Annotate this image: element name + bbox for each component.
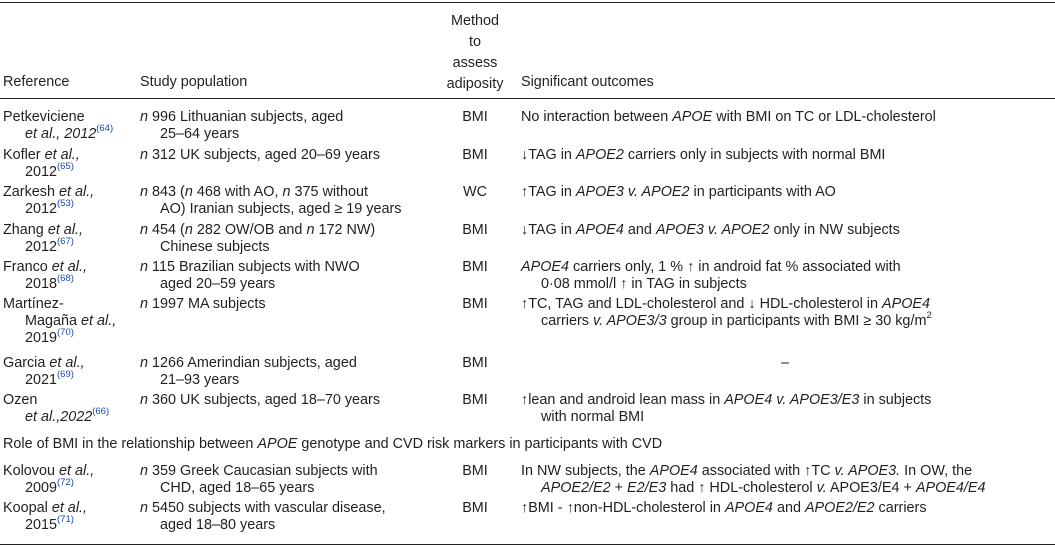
outcome-text: In OW, the	[904, 463, 973, 479]
section-heading	[3, 436, 662, 453]
row-method: BMI	[462, 147, 488, 163]
row-outcome	[521, 500, 927, 517]
ref-etal: et al.,	[81, 313, 117, 329]
n-label: n	[306, 222, 315, 238]
ref-author: Franco	[3, 259, 48, 275]
ref-year: 2018	[25, 276, 58, 292]
outcome-text: had ↑ HDL-cholesterol	[670, 480, 813, 496]
row-reference	[3, 355, 85, 389]
ref-etal: et al.,	[58, 184, 95, 200]
row-population	[140, 184, 401, 218]
population-text: 115 Brazilian subjects with NWO	[152, 259, 360, 275]
row-method: WC	[463, 184, 487, 200]
row-population	[140, 109, 343, 143]
header-method-line: to	[468, 34, 481, 50]
ref-year: 2021	[25, 372, 58, 388]
outcome-text: In NW subjects, the	[521, 463, 646, 479]
citation-link[interactable]: (72)	[57, 477, 74, 489]
gene-name: APOE2	[575, 147, 624, 163]
citation-link[interactable]: (67)	[57, 236, 74, 248]
citation-link[interactable]: (64)	[96, 123, 114, 135]
n-label: n	[140, 392, 149, 408]
population-text: 375 without	[294, 184, 369, 200]
row-population	[140, 259, 360, 293]
row-outcome	[521, 222, 900, 239]
header-method-line: adiposity	[446, 76, 504, 92]
gene-name: E2/E3	[627, 480, 667, 496]
row-method: BMI	[462, 296, 488, 312]
ref-author: Zarkesh	[3, 184, 55, 200]
n-label: n	[140, 222, 149, 238]
ref-year: 2012	[25, 239, 58, 255]
row-reference	[3, 296, 116, 347]
n-label: n	[140, 109, 149, 125]
row-population	[140, 355, 357, 389]
population-text: 843 (	[152, 184, 185, 200]
citation-link[interactable]: (69)	[57, 369, 74, 381]
n-label: n	[282, 184, 291, 200]
row-method: BMI	[462, 109, 488, 125]
ref-author: Kolovou	[3, 463, 56, 479]
outcome-text: carriers	[541, 313, 589, 329]
row-population	[140, 463, 378, 497]
citation-link[interactable]: (66)	[92, 406, 110, 418]
population-text: 25–64 years	[160, 126, 240, 142]
n-label: n	[184, 222, 193, 238]
citation-link[interactable]: (68)	[57, 273, 74, 285]
row-outcome	[521, 109, 936, 126]
gene-name: APOE4	[575, 222, 624, 238]
header-population: Study population	[140, 74, 248, 90]
population-text: 21–93 years	[160, 372, 240, 388]
outcome-text: +	[610, 480, 627, 496]
row-reference	[3, 500, 87, 534]
row-reference	[3, 392, 109, 426]
ref-author: Magaña	[25, 313, 78, 329]
population-text: 996 Lithuanian subjects, aged	[152, 109, 344, 125]
population-text: 172 NW)	[318, 222, 376, 238]
gene-name: APOE	[257, 436, 298, 452]
ref-year: 2009	[25, 480, 58, 496]
ref-year: 2012	[25, 201, 58, 217]
header-method	[443, 11, 507, 95]
population-text: 1266 Amerindian subjects, aged	[152, 355, 357, 371]
row-outcome	[521, 463, 986, 497]
gene-name: APOE4/E4	[915, 480, 986, 496]
population-text: 5450 subjects with vascular disease,	[152, 500, 386, 516]
header-method-line: Method	[451, 13, 499, 29]
row-method: BMI	[462, 222, 488, 238]
citation-link[interactable]: (53)	[57, 198, 74, 210]
population-text: AO) Iranian subjects, aged ≥ 19 years	[160, 201, 402, 217]
population-text: 454 (	[152, 222, 185, 238]
ref-etal: et al.,	[44, 147, 80, 163]
gene-name: v. APOE3.	[834, 463, 901, 479]
gene-name: APOE4	[521, 259, 569, 275]
ref-author: Kofler	[3, 147, 41, 163]
ref-etal: et al.,	[49, 355, 85, 371]
outcome-text: in subjects	[863, 392, 932, 408]
bottom-rule	[0, 544, 1055, 545]
n-label: n	[140, 296, 149, 312]
population-text: CHD, aged 18–65 years	[160, 480, 315, 496]
n-label: n	[140, 500, 149, 516]
outcome-text: and	[776, 500, 801, 516]
outcome-text: only in NW subjects	[773, 222, 900, 238]
row-population	[140, 222, 375, 256]
gene-name: v. APOE3/3	[592, 313, 667, 329]
header-reference: Reference	[3, 74, 70, 90]
row-method: BMI	[462, 259, 488, 275]
ref-author: Martínez-	[3, 296, 64, 312]
row-outcome	[521, 147, 885, 164]
row-population	[140, 147, 380, 164]
outcome-text: No interaction between	[521, 109, 669, 125]
citation-link[interactable]: (71)	[57, 514, 74, 526]
header-outcomes: Significant outcomes	[521, 74, 654, 90]
ref-author: Zhang	[3, 222, 44, 238]
ref-author: Garcia	[3, 355, 46, 371]
population-text: 468 with AO,	[196, 184, 279, 200]
outcome-text: associated with ↑TC	[701, 463, 831, 479]
n-label: n	[140, 355, 149, 371]
row-population	[140, 296, 266, 313]
gene-name: APOE4	[882, 296, 930, 312]
outcome-text: ↓TAG in	[521, 222, 572, 238]
n-label: n	[140, 184, 149, 200]
row-method: BMI	[462, 463, 488, 479]
n-label: n	[184, 184, 193, 200]
gene-name: v.	[816, 480, 827, 496]
ref-etal: et al.,	[47, 222, 84, 238]
population-text: aged 20–59 years	[160, 276, 276, 292]
row-outcome	[521, 259, 901, 293]
gene-name: APOE3 v. APOE2	[655, 222, 770, 238]
section-text: genotype and CVD risk markers in participants with CVD	[301, 436, 663, 452]
outcome-text: ↑TC, TAG and LDL-cholesterol and ↓ HDL-cholesterol in	[521, 296, 878, 312]
row-outcome	[521, 296, 932, 330]
ref-year: et al., 2012$^{(64)}$	[25, 123, 114, 142]
outcome-text: with normal BMI	[541, 409, 645, 425]
ref-etal: et al.,	[59, 463, 95, 479]
population-text: 282 OW/OB and	[196, 222, 303, 238]
gene-name: APOE3 v. APOE2	[575, 184, 690, 200]
outcome-text: carriers only in subjects with normal BMI	[627, 147, 886, 163]
row-reference	[3, 463, 94, 497]
row-reference	[3, 109, 113, 143]
outcome-text: carriers	[878, 500, 927, 516]
outcome-text: carriers only, 1 % ↑ in android fat % associated with	[573, 259, 901, 275]
ref-etal: et al.,	[51, 500, 88, 516]
population-text: 1997 MA subjects	[152, 296, 266, 312]
ref-author: Ozen	[3, 392, 38, 408]
row-population	[140, 500, 386, 534]
gene-name: APOE2/E2	[541, 480, 611, 496]
gene-name: APOE4	[649, 463, 698, 479]
row-reference	[3, 147, 80, 181]
row-outcome	[521, 184, 836, 201]
outcome-text: ↑TAG in	[521, 184, 572, 200]
population-text: 312 UK subjects, aged 20–69 years	[152, 147, 381, 163]
section-text: Role of BMI in the relationship between	[3, 436, 254, 452]
row-reference	[3, 184, 94, 218]
header-method-line: assess	[452, 55, 498, 71]
gene-name: APOE2/E2	[804, 500, 875, 516]
row-outcome: –	[781, 355, 790, 371]
row-method: BMI	[462, 355, 488, 371]
population-text: aged 18–80 years	[160, 517, 276, 533]
outcome-text: and	[627, 222, 652, 238]
n-label: n	[140, 463, 149, 479]
population-text: Chinese subjects	[160, 239, 270, 255]
n-label: n	[140, 147, 149, 163]
row-reference	[3, 222, 83, 256]
outcome-text: in participants with AO	[693, 184, 836, 200]
row-population	[140, 392, 380, 409]
gene-name: APOE4 v. APOE3/E3	[724, 392, 860, 408]
population-text: 360 UK subjects, aged 18–70 years	[152, 392, 381, 408]
row-outcome	[521, 392, 931, 426]
ref-author: Koopal	[3, 500, 48, 516]
gene-name: APOE	[672, 109, 713, 125]
superscript: 2	[926, 310, 932, 322]
row-method: BMI	[462, 500, 488, 516]
ref-year: 2015	[25, 517, 58, 533]
ref-year: 2019	[25, 330, 58, 346]
row-reference	[3, 259, 87, 293]
outcome-text: group in participants with BMI ≥ 30 kg/m	[670, 313, 927, 329]
outcome-text: ↓TAG in	[521, 147, 572, 163]
n-label: n	[140, 259, 149, 275]
outcome-text: 0·08 mmol/l ↑ in TAG in subjects	[541, 276, 747, 292]
outcome-text: with BMI on TC or LDL-cholesterol	[716, 109, 936, 125]
gene-name: APOE4	[724, 500, 773, 516]
ref-year: 2012	[25, 164, 58, 180]
population-text: 359 Greek Caucasian subjects with	[152, 463, 378, 479]
top-rule	[0, 2, 1055, 3]
citation-link[interactable]: (70)	[57, 327, 74, 339]
outcome-text: APOE3/E4 +	[829, 480, 912, 496]
outcome-text: ↑BMI - ↑non-HDL-cholesterol in	[521, 500, 721, 516]
ref-author: Petkeviciene	[3, 109, 85, 125]
citation-link[interactable]: (65)	[57, 161, 74, 173]
outcome-text: ↑lean and android lean mass in	[521, 392, 721, 408]
ref-etal: et al.,	[51, 259, 87, 275]
header-rule	[0, 98, 1055, 99]
ref-etal: et al.,2022	[25, 409, 93, 425]
row-method: BMI	[462, 392, 488, 408]
